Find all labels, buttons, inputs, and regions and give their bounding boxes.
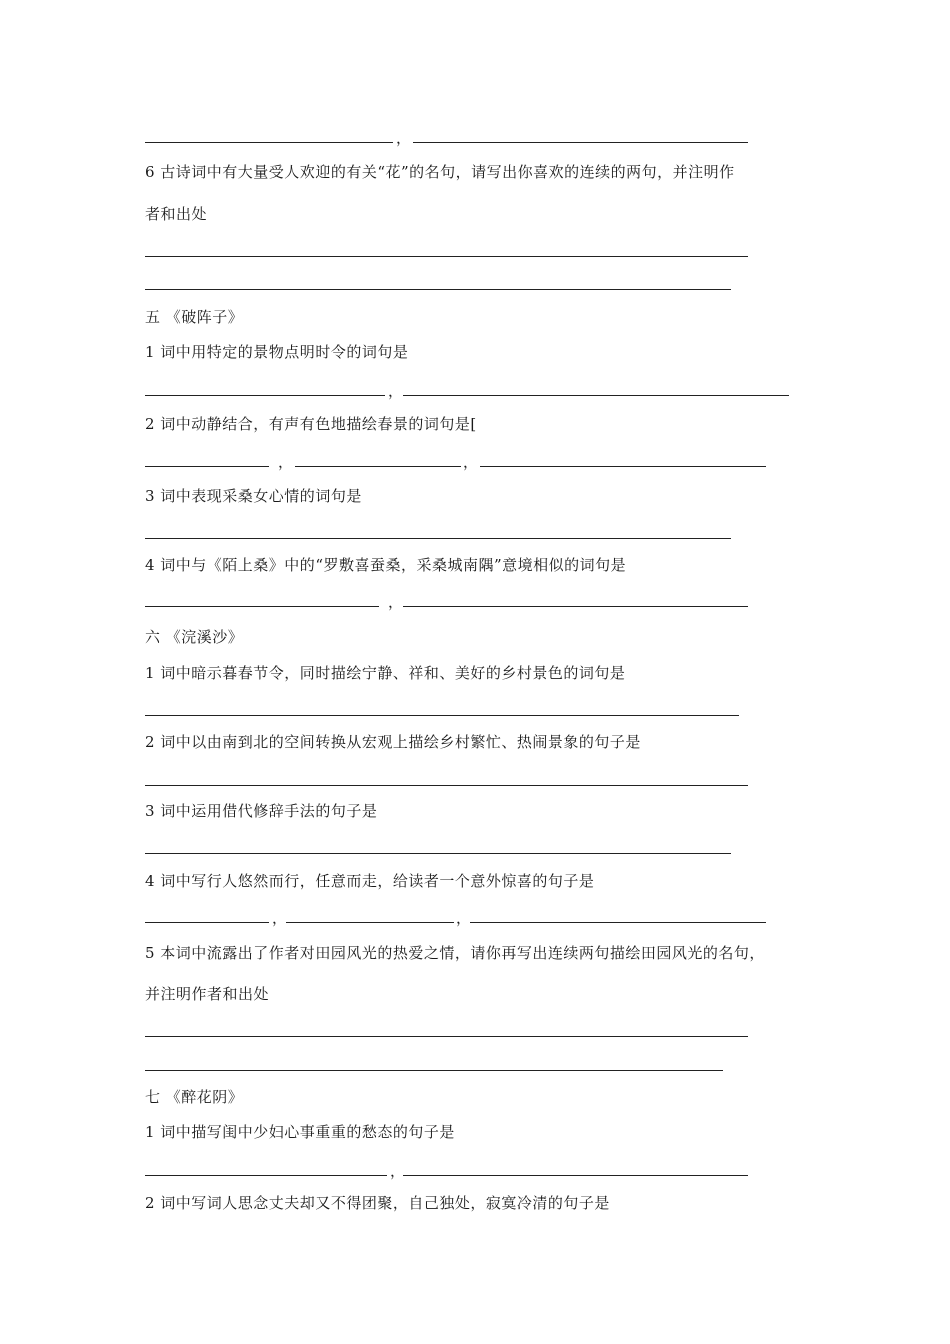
question-text: 4 词中写行人悠然而行，任意而走，给读者一个意外惊喜的句子是 [145, 872, 595, 890]
section-title: 五 《破阵子》 [145, 308, 244, 326]
answer-line[interactable] [145, 524, 735, 544]
answer-line[interactable] [145, 592, 750, 612]
comma: ， [272, 909, 288, 927]
question-text: 2 词中以由南到北的空间转换从宏观上描绘乡村繁忙、热闹景象的句子是 [145, 733, 641, 751]
answer-line[interactable] [145, 242, 750, 262]
comma: ， [388, 382, 404, 400]
question-text-cont: 并注明作者和出处 [145, 985, 270, 1003]
question-text: 3 词中运用借代修辞手法的句子是 [145, 802, 378, 820]
question-text: 3 词中表现采桑女心情的词句是 [145, 487, 362, 505]
answer-line[interactable] [145, 908, 770, 928]
question-text: 2 词中写词人思念丈夫却又不得团聚，自己独处，寂寞冷清的句子是 [145, 1194, 610, 1212]
comma: ， [396, 129, 412, 147]
answer-line[interactable] [145, 701, 741, 721]
comma: ， [456, 909, 472, 927]
answer-line[interactable] [145, 1161, 750, 1181]
comma: ， [278, 453, 294, 471]
comma: ， [463, 453, 479, 471]
comma: ， [390, 1162, 406, 1180]
answer-line[interactable] [145, 1022, 750, 1042]
question-text: 5 本词中流露出了作者对田园风光的热爱之情，请你再写出连续两句描绘田园风光的名句， [145, 944, 765, 962]
answer-line[interactable] [145, 1056, 725, 1076]
answer-line[interactable] [145, 275, 735, 295]
question-text: 4 词中与《陌上桑》中的“罗敷喜蚕桑，采桑城南隅”意境相似的词句是 [145, 556, 627, 574]
answer-line[interactable] [145, 128, 750, 148]
question-text: 1 词中描写闺中少妇心事重重的愁态的句子是 [145, 1123, 455, 1141]
answer-line[interactable] [145, 452, 770, 472]
section-title: 六 《浣溪沙》 [145, 628, 244, 646]
answer-line[interactable] [145, 839, 735, 859]
answer-line[interactable] [145, 381, 790, 401]
question-text: 1 词中用特定的景物点明时令的词句是 [145, 343, 409, 361]
question-text: 1 词中暗示暮春节令，同时描绘宁静、祥和、美好的乡村景色的词句是 [145, 664, 626, 682]
question-text-cont: 者和出处 [145, 205, 208, 223]
answer-line[interactable] [145, 771, 750, 791]
comma: ， [388, 593, 404, 611]
question-text: 2 词中动静结合，有声有色地描绘春景的词句是[ [145, 415, 477, 433]
section-title: 七 《醉花阴》 [145, 1088, 244, 1106]
question-text: 6 古诗词中有大量受人欢迎的有关“花”的名句，请写出你喜欢的连续的两句，并注明作 [145, 163, 735, 181]
